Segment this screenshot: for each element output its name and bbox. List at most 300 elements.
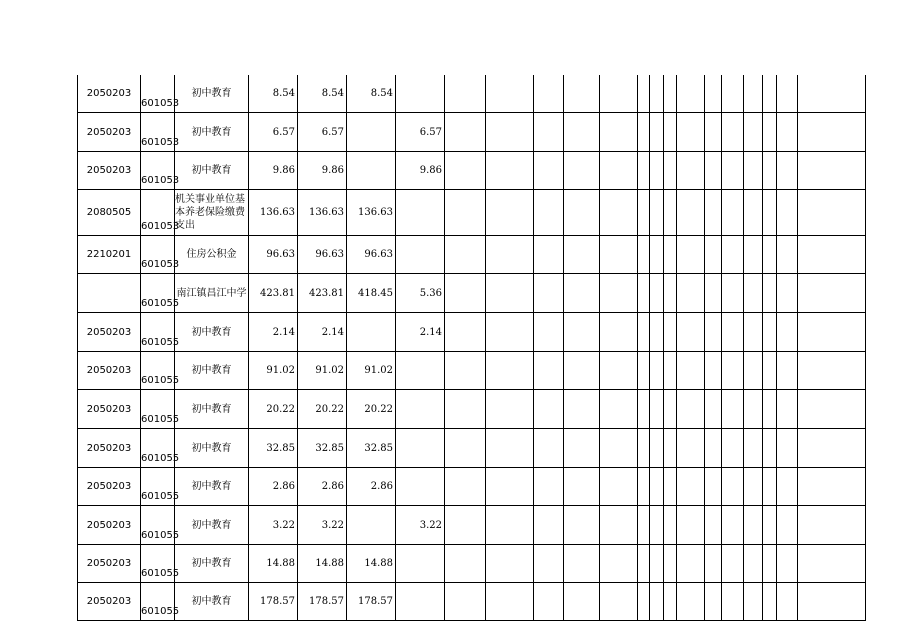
table-row [78, 390, 866, 429]
empty-cell [600, 468, 638, 506]
empty-cell [600, 313, 638, 352]
empty-cell [744, 190, 763, 236]
unit-code-cell: 601055 [141, 274, 175, 313]
empty-cell [763, 190, 777, 236]
subtotal-amount-cell: 423.81 [298, 274, 347, 313]
empty-cell [705, 113, 722, 152]
empty-cell [705, 390, 722, 429]
empty-cell [564, 583, 600, 621]
empty-cell [600, 545, 638, 583]
subject-code-cell: 2050203 [78, 113, 141, 152]
empty-cell [777, 152, 798, 190]
unit-code-cell: 601053 [141, 152, 175, 190]
empty-cell [763, 545, 777, 583]
empty-cell [486, 390, 534, 429]
empty-cell [486, 152, 534, 190]
empty-cell [445, 583, 486, 621]
empty-cell [564, 313, 600, 352]
empty-cell [664, 390, 677, 429]
project-expense-cell: 6.57 [396, 113, 445, 152]
empty-cell [650, 468, 664, 506]
empty-cell [763, 274, 777, 313]
empty-cell [600, 113, 638, 152]
empty-cell [722, 352, 744, 390]
item-name-cell: 初中教育 [175, 152, 249, 190]
subject-code-cell: 2050203 [78, 545, 141, 583]
total-amount-cell: 3.22 [249, 506, 298, 545]
empty-cell [445, 429, 486, 468]
empty-cell [486, 274, 534, 313]
table-row [78, 583, 866, 621]
empty-cell [534, 274, 564, 313]
unit-code-cell: 601055 [141, 506, 175, 545]
subject-code-cell: 2210201 [78, 236, 141, 274]
subject-code-cell: 2050203 [78, 152, 141, 190]
empty-cell [534, 390, 564, 429]
subtotal-amount-cell: 91.02 [298, 352, 347, 390]
basic-expense-cell: 32.85 [347, 429, 396, 468]
empty-cell [564, 352, 600, 390]
project-expense-cell [396, 545, 445, 583]
empty-cell [744, 545, 763, 583]
empty-cell [600, 390, 638, 429]
empty-cell [763, 429, 777, 468]
basic-expense-cell: 91.02 [347, 352, 396, 390]
empty-cell [744, 236, 763, 274]
item-name-cell: 初中教育 [175, 313, 249, 352]
empty-cell [486, 545, 534, 583]
empty-cell [664, 429, 677, 468]
empty-cell [486, 190, 534, 236]
subject-code-cell: 2050203 [78, 429, 141, 468]
empty-cell [664, 468, 677, 506]
empty-cell [564, 113, 600, 152]
empty-cell [650, 583, 664, 621]
total-amount-cell: 91.02 [249, 352, 298, 390]
empty-cell [722, 274, 744, 313]
empty-cell [638, 274, 650, 313]
total-amount-cell: 8.54 [249, 75, 298, 113]
empty-cell [664, 190, 677, 236]
empty-cell [705, 506, 722, 545]
total-amount-cell: 2.86 [249, 468, 298, 506]
subtotal-amount-cell: 8.54 [298, 75, 347, 113]
table-row [78, 545, 866, 583]
empty-cell [722, 313, 744, 352]
empty-cell [534, 583, 564, 621]
empty-cell [445, 390, 486, 429]
item-name-cell: 初中教育 [175, 583, 249, 621]
subtotal-amount-cell: 9.86 [298, 152, 347, 190]
empty-cell [763, 506, 777, 545]
empty-cell [650, 190, 664, 236]
unit-code-cell: 601053 [141, 75, 175, 113]
unit-code-cell: 601055 [141, 468, 175, 506]
empty-cell [650, 152, 664, 190]
empty-cell [798, 352, 866, 390]
empty-cell [677, 313, 705, 352]
total-amount-cell: 2.14 [249, 313, 298, 352]
empty-cell [777, 390, 798, 429]
empty-cell [638, 468, 650, 506]
item-name-cell: 初中教育 [175, 468, 249, 506]
subject-code-cell: 2050203 [78, 506, 141, 545]
basic-expense-cell: 136.63 [347, 190, 396, 236]
empty-cell [705, 236, 722, 274]
empty-cell [722, 390, 744, 429]
project-expense-cell: 9.86 [396, 152, 445, 190]
empty-cell [677, 113, 705, 152]
empty-cell [445, 236, 486, 274]
item-name-cell: 初中教育 [175, 506, 249, 545]
table-row [78, 429, 866, 468]
empty-cell [798, 583, 866, 621]
empty-cell [638, 390, 650, 429]
basic-expense-cell: 418.45 [347, 274, 396, 313]
subtotal-amount-cell: 3.22 [298, 506, 347, 545]
empty-cell [777, 190, 798, 236]
empty-cell [638, 75, 650, 113]
item-name-cell: 初中教育 [175, 545, 249, 583]
table-row [78, 468, 866, 506]
empty-cell [677, 152, 705, 190]
empty-cell [722, 583, 744, 621]
empty-cell [600, 190, 638, 236]
empty-cell [664, 236, 677, 274]
empty-cell [677, 583, 705, 621]
empty-cell [534, 75, 564, 113]
empty-cell [445, 506, 486, 545]
basic-expense-cell: 20.22 [347, 390, 396, 429]
item-name-cell: 初中教育 [175, 113, 249, 152]
empty-cell [534, 352, 564, 390]
item-name-cell: 初中教育 [175, 429, 249, 468]
empty-cell [798, 390, 866, 429]
subject-code-cell: 2080505 [78, 190, 141, 236]
basic-expense-cell [347, 113, 396, 152]
empty-cell [777, 352, 798, 390]
basic-expense-cell: 8.54 [347, 75, 396, 113]
empty-cell [705, 75, 722, 113]
empty-cell [445, 468, 486, 506]
project-expense-cell [396, 190, 445, 236]
empty-cell [744, 113, 763, 152]
empty-cell [664, 545, 677, 583]
empty-cell [638, 190, 650, 236]
empty-cell [564, 190, 600, 236]
subtotal-amount-cell: 6.57 [298, 113, 347, 152]
project-expense-cell [396, 583, 445, 621]
project-expense-cell: 2.14 [396, 313, 445, 352]
empty-cell [677, 506, 705, 545]
empty-cell [722, 468, 744, 506]
unit-code-cell: 601055 [141, 583, 175, 621]
empty-cell [664, 313, 677, 352]
empty-cell [638, 236, 650, 274]
empty-cell [600, 429, 638, 468]
total-amount-cell: 423.81 [249, 274, 298, 313]
empty-cell [722, 152, 744, 190]
empty-cell [677, 429, 705, 468]
empty-cell [677, 236, 705, 274]
table-row [78, 113, 866, 152]
empty-cell [534, 506, 564, 545]
empty-cell [798, 468, 866, 506]
empty-cell [677, 468, 705, 506]
empty-cell [664, 75, 677, 113]
project-expense-cell: 5.36 [396, 274, 445, 313]
empty-cell [486, 313, 534, 352]
unit-code-cell: 601055 [141, 352, 175, 390]
empty-cell [777, 274, 798, 313]
unit-code-cell: 601055 [141, 545, 175, 583]
empty-cell [798, 313, 866, 352]
empty-cell [650, 352, 664, 390]
empty-cell [650, 390, 664, 429]
table-row [78, 313, 866, 352]
subtotal-amount-cell: 14.88 [298, 545, 347, 583]
empty-cell [486, 236, 534, 274]
unit-code-cell: 601055 [141, 429, 175, 468]
empty-cell [798, 236, 866, 274]
empty-cell [763, 236, 777, 274]
empty-cell [798, 113, 866, 152]
empty-cell [777, 113, 798, 152]
empty-cell [564, 75, 600, 113]
empty-cell [705, 545, 722, 583]
empty-cell [798, 545, 866, 583]
empty-cell [705, 313, 722, 352]
table-row [78, 236, 866, 274]
empty-cell [664, 583, 677, 621]
empty-cell [763, 313, 777, 352]
empty-cell [763, 583, 777, 621]
table-row [78, 75, 866, 113]
empty-cell [650, 75, 664, 113]
empty-cell [650, 429, 664, 468]
unit-code-cell: 601053 [141, 236, 175, 274]
budget-table [77, 75, 866, 621]
unit-code-cell: 601055 [141, 313, 175, 352]
item-name-cell: 初中教育 [175, 352, 249, 390]
empty-cell [534, 190, 564, 236]
empty-cell [763, 352, 777, 390]
empty-cell [638, 545, 650, 583]
project-expense-cell [396, 468, 445, 506]
empty-cell [486, 113, 534, 152]
item-name-cell: 初中教育 [175, 75, 249, 113]
empty-cell [744, 313, 763, 352]
basic-expense-cell: 14.88 [347, 545, 396, 583]
empty-cell [445, 545, 486, 583]
total-amount-cell: 14.88 [249, 545, 298, 583]
empty-cell [744, 152, 763, 190]
empty-cell [650, 274, 664, 313]
subtotal-amount-cell: 96.63 [298, 236, 347, 274]
empty-cell [744, 274, 763, 313]
empty-cell [445, 352, 486, 390]
subject-code-cell: 2050203 [78, 468, 141, 506]
empty-cell [763, 468, 777, 506]
subtotal-amount-cell: 2.86 [298, 468, 347, 506]
empty-cell [534, 152, 564, 190]
empty-cell [534, 429, 564, 468]
table-row [78, 152, 866, 190]
empty-cell [564, 545, 600, 583]
empty-cell [705, 274, 722, 313]
subtotal-amount-cell: 20.22 [298, 390, 347, 429]
subject-code-cell [78, 274, 141, 313]
empty-cell [677, 190, 705, 236]
empty-cell [664, 506, 677, 545]
empty-cell [600, 75, 638, 113]
empty-cell [564, 152, 600, 190]
empty-cell [777, 313, 798, 352]
empty-cell [564, 274, 600, 313]
empty-cell [777, 583, 798, 621]
basic-expense-cell: 2.86 [347, 468, 396, 506]
basic-expense-cell [347, 152, 396, 190]
empty-cell [445, 75, 486, 113]
subject-code-cell: 2050203 [78, 390, 141, 429]
empty-cell [763, 75, 777, 113]
empty-cell [705, 468, 722, 506]
total-amount-cell: 136.63 [249, 190, 298, 236]
basic-expense-cell: 178.57 [347, 583, 396, 621]
empty-cell [798, 75, 866, 113]
empty-cell [638, 113, 650, 152]
project-expense-cell [396, 429, 445, 468]
table-row [78, 506, 866, 545]
empty-cell [638, 583, 650, 621]
total-amount-cell: 9.86 [249, 152, 298, 190]
empty-cell [722, 75, 744, 113]
subject-code-cell: 2050203 [78, 583, 141, 621]
empty-cell [744, 390, 763, 429]
empty-cell [638, 352, 650, 390]
empty-cell [534, 468, 564, 506]
unit-code-cell: 601053 [141, 190, 175, 236]
item-name-cell: 住房公积金 [175, 236, 249, 274]
empty-cell [600, 352, 638, 390]
empty-cell [486, 506, 534, 545]
empty-cell [798, 429, 866, 468]
basic-expense-cell [347, 506, 396, 545]
unit-code-cell: 601055 [141, 390, 175, 429]
empty-cell [650, 313, 664, 352]
empty-cell [664, 352, 677, 390]
item-name-cell: 机关事业单位基本养老保险缴费支出 [175, 190, 249, 236]
empty-cell [722, 545, 744, 583]
basic-expense-cell [347, 313, 396, 352]
empty-cell [777, 545, 798, 583]
subject-code-cell: 2050203 [78, 313, 141, 352]
table-row [78, 274, 866, 313]
empty-cell [445, 113, 486, 152]
empty-cell [677, 274, 705, 313]
empty-cell [722, 113, 744, 152]
empty-cell [744, 75, 763, 113]
empty-cell [677, 75, 705, 113]
subtotal-amount-cell: 2.14 [298, 313, 347, 352]
empty-cell [650, 113, 664, 152]
empty-cell [600, 274, 638, 313]
empty-cell [798, 152, 866, 190]
empty-cell [705, 190, 722, 236]
empty-cell [534, 113, 564, 152]
empty-cell [677, 390, 705, 429]
empty-cell [777, 236, 798, 274]
empty-cell [777, 468, 798, 506]
empty-cell [705, 429, 722, 468]
project-expense-cell: 3.22 [396, 506, 445, 545]
empty-cell [664, 113, 677, 152]
empty-cell [486, 583, 534, 621]
item-name-cell: 初中教育 [175, 390, 249, 429]
empty-cell [600, 236, 638, 274]
item-name-cell: 南江镇昌江中学 [175, 274, 249, 313]
subtotal-amount-cell: 178.57 [298, 583, 347, 621]
empty-cell [534, 313, 564, 352]
empty-cell [798, 190, 866, 236]
empty-cell [486, 429, 534, 468]
empty-cell [445, 274, 486, 313]
empty-cell [638, 313, 650, 352]
empty-cell [564, 506, 600, 545]
subject-code-cell: 2050203 [78, 352, 141, 390]
empty-cell [650, 545, 664, 583]
empty-cell [486, 75, 534, 113]
empty-cell [564, 390, 600, 429]
empty-cell [664, 152, 677, 190]
empty-cell [722, 236, 744, 274]
project-expense-cell [396, 352, 445, 390]
empty-cell [722, 506, 744, 545]
empty-cell [650, 236, 664, 274]
empty-cell [705, 152, 722, 190]
total-amount-cell: 96.63 [249, 236, 298, 274]
empty-cell [600, 583, 638, 621]
empty-cell [564, 236, 600, 274]
empty-cell [744, 506, 763, 545]
empty-cell [777, 429, 798, 468]
empty-cell [564, 468, 600, 506]
empty-cell [798, 506, 866, 545]
project-expense-cell [396, 236, 445, 274]
table-row [78, 190, 866, 236]
empty-cell [705, 352, 722, 390]
empty-cell [638, 506, 650, 545]
total-amount-cell: 20.22 [249, 390, 298, 429]
empty-cell [638, 429, 650, 468]
empty-cell [744, 468, 763, 506]
empty-cell [677, 352, 705, 390]
total-amount-cell: 6.57 [249, 113, 298, 152]
empty-cell [677, 545, 705, 583]
unit-code-cell: 601053 [141, 113, 175, 152]
empty-cell [638, 152, 650, 190]
empty-cell [664, 274, 677, 313]
empty-cell [744, 429, 763, 468]
empty-cell [744, 352, 763, 390]
empty-cell [445, 190, 486, 236]
empty-cell [763, 113, 777, 152]
empty-cell [564, 429, 600, 468]
project-expense-cell [396, 75, 445, 113]
total-amount-cell: 178.57 [249, 583, 298, 621]
empty-cell [534, 236, 564, 274]
subtotal-amount-cell: 136.63 [298, 190, 347, 236]
